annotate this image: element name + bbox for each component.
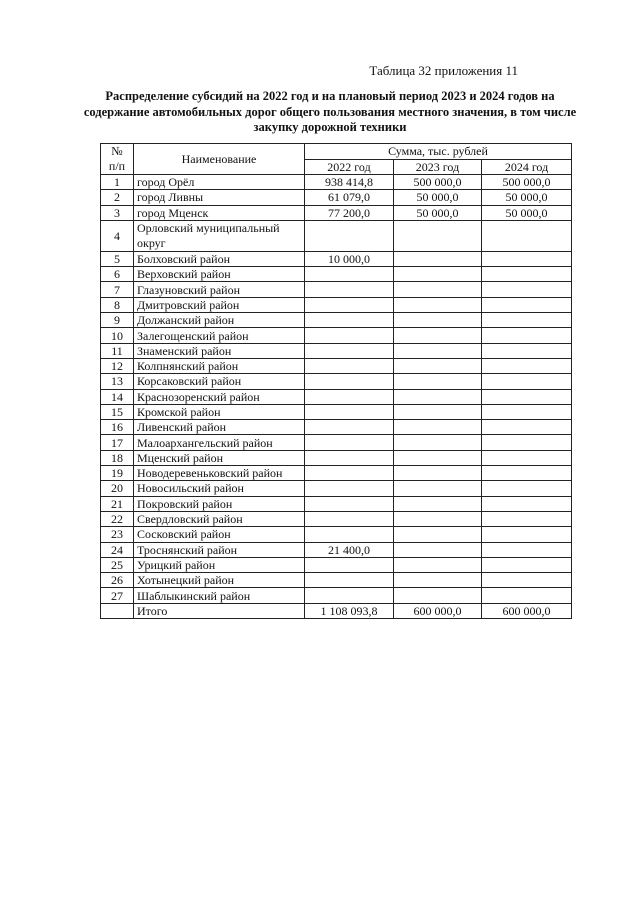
row-value-2022: 938 414,8 (305, 175, 394, 190)
row-name: Орловский муниципальный округ (134, 220, 305, 251)
total-label: Итого (134, 603, 305, 618)
row-value-2023 (394, 328, 482, 343)
row-number: 5 (101, 251, 134, 266)
table-row (101, 481, 572, 496)
table-row (101, 358, 572, 373)
subsidy-table (100, 143, 572, 619)
row-name: Залегощенский район (134, 328, 305, 343)
row-value-2022 (305, 374, 394, 389)
row-number: 19 (101, 466, 134, 481)
row-name: Болховский район (134, 251, 305, 266)
row-name: город Орёл (134, 175, 305, 190)
row-value-2022 (305, 588, 394, 603)
header-number-line2: п/п (108, 159, 126, 173)
row-value-2022: 77 200,0 (305, 205, 394, 220)
row-value-2022 (305, 435, 394, 450)
table-row (101, 389, 572, 404)
table-row (101, 328, 572, 343)
row-number: 16 (101, 420, 134, 435)
row-value-2023 (394, 496, 482, 511)
table-row (101, 420, 572, 435)
document-title: Распределение субсидий на 2022 год и на плановый период 2023 и 2024 годов на содержание автомобильных дорог общего пользования местного значения, в том числе закупку дорожной техники (83, 89, 577, 134)
table-row (101, 297, 572, 312)
row-value-2023 (394, 588, 482, 603)
table-row (101, 205, 572, 220)
row-number: 4 (101, 220, 134, 251)
row-number: 1 (101, 175, 134, 190)
row-value-2024 (482, 358, 572, 373)
row-value-2023 (394, 420, 482, 435)
table-row (101, 450, 572, 465)
row-number: 15 (101, 404, 134, 419)
row-value-2024 (482, 557, 572, 572)
row-value-2024 (482, 573, 572, 588)
table-row (101, 313, 572, 328)
row-number: 6 (101, 267, 134, 282)
row-value-2023 (394, 527, 482, 542)
total-2023: 600 000,0 (394, 603, 482, 618)
row-number: 17 (101, 435, 134, 450)
row-name: город Ливны (134, 190, 305, 205)
row-value-2023: 50 000,0 (394, 190, 482, 205)
row-number: 22 (101, 511, 134, 526)
row-value-2022 (305, 496, 394, 511)
total-row (101, 603, 572, 618)
row-value-2024 (482, 420, 572, 435)
total-2024: 600 000,0 (482, 603, 572, 618)
table-header (101, 144, 572, 175)
header-year-2023: 2023 год (394, 159, 482, 175)
table-row (101, 404, 572, 419)
row-name: Глазуновский район (134, 282, 305, 297)
table-row (101, 511, 572, 526)
table-row (101, 557, 572, 572)
row-number: 13 (101, 374, 134, 389)
row-value-2022 (305, 466, 394, 481)
row-name: Малоархангельский район (134, 435, 305, 450)
row-value-2024 (482, 435, 572, 450)
row-value-2023 (394, 435, 482, 450)
header-year-2024: 2024 год (482, 159, 572, 175)
row-value-2023: 50 000,0 (394, 205, 482, 220)
row-name: Краснозоренский район (134, 389, 305, 404)
table-row (101, 343, 572, 358)
row-number: 27 (101, 588, 134, 603)
row-value-2022: 61 079,0 (305, 190, 394, 205)
row-value-2022 (305, 220, 394, 251)
row-value-2023 (394, 220, 482, 251)
row-number: 20 (101, 481, 134, 496)
row-value-2024 (482, 267, 572, 282)
table-row (101, 542, 572, 557)
header-year-2022: 2022 год (305, 159, 394, 175)
table-body (101, 175, 572, 604)
row-name: Шаблыкинский район (134, 588, 305, 603)
row-number: 25 (101, 557, 134, 572)
table-row (101, 466, 572, 481)
row-value-2024 (482, 343, 572, 358)
row-value-2022 (305, 420, 394, 435)
row-name: Новодеревеньковский район (134, 466, 305, 481)
row-name: Троснянский район (134, 542, 305, 557)
row-value-2023 (394, 557, 482, 572)
row-value-2022 (305, 450, 394, 465)
row-value-2023 (394, 404, 482, 419)
row-value-2023 (394, 343, 482, 358)
row-value-2023 (394, 251, 482, 266)
table-row (101, 267, 572, 282)
row-number: 11 (101, 343, 134, 358)
row-value-2024 (482, 466, 572, 481)
row-value-2022 (305, 404, 394, 419)
row-value-2022: 10 000,0 (305, 251, 394, 266)
table-row (101, 573, 572, 588)
table-row (101, 190, 572, 205)
row-value-2023 (394, 282, 482, 297)
row-value-2024 (482, 481, 572, 496)
row-number: 24 (101, 542, 134, 557)
row-value-2024: 50 000,0 (482, 205, 572, 220)
header-number-line1: № (111, 144, 123, 158)
total-number-cell (101, 603, 134, 618)
row-number: 8 (101, 297, 134, 312)
row-value-2022 (305, 573, 394, 588)
table-row (101, 175, 572, 190)
row-number: 18 (101, 450, 134, 465)
row-value-2024 (482, 496, 572, 511)
row-name: Сосковский район (134, 527, 305, 542)
row-value-2024 (482, 389, 572, 404)
header-number (101, 144, 134, 175)
row-name: Покровский район (134, 496, 305, 511)
row-value-2024 (482, 313, 572, 328)
row-value-2022 (305, 282, 394, 297)
row-name: Колпнянский район (134, 358, 305, 373)
row-number: 21 (101, 496, 134, 511)
row-value-2024 (482, 251, 572, 266)
row-value-2023 (394, 313, 482, 328)
row-number: 2 (101, 190, 134, 205)
row-number: 14 (101, 389, 134, 404)
row-value-2023 (394, 466, 482, 481)
row-value-2024 (482, 282, 572, 297)
row-number: 10 (101, 328, 134, 343)
row-name: Мценский район (134, 450, 305, 465)
row-value-2022: 21 400,0 (305, 542, 394, 557)
row-name: Корсаковский район (134, 374, 305, 389)
table-row (101, 435, 572, 450)
row-value-2024 (482, 374, 572, 389)
row-value-2022 (305, 343, 394, 358)
row-value-2024: 50 000,0 (482, 190, 572, 205)
row-value-2024 (482, 450, 572, 465)
row-value-2023 (394, 481, 482, 496)
row-value-2023 (394, 450, 482, 465)
row-value-2022 (305, 267, 394, 282)
row-value-2022 (305, 511, 394, 526)
row-name: Знаменский район (134, 343, 305, 358)
row-name: Урицкий район (134, 557, 305, 572)
row-value-2024 (482, 527, 572, 542)
row-name: Должанский район (134, 313, 305, 328)
row-value-2022 (305, 389, 394, 404)
row-number: 23 (101, 527, 134, 542)
row-value-2024 (482, 542, 572, 557)
row-value-2022 (305, 313, 394, 328)
table-row (101, 496, 572, 511)
row-value-2024 (482, 511, 572, 526)
row-name: Верховский район (134, 267, 305, 282)
row-value-2022 (305, 481, 394, 496)
row-value-2024 (482, 220, 572, 251)
row-value-2023 (394, 389, 482, 404)
row-number: 26 (101, 573, 134, 588)
row-value-2023 (394, 573, 482, 588)
row-value-2023 (394, 542, 482, 557)
row-name: Кромской район (134, 404, 305, 419)
header-sum: Сумма, тыс. рублей (305, 144, 572, 160)
row-name: Ливенский район (134, 420, 305, 435)
row-value-2023 (394, 297, 482, 312)
table-row (101, 588, 572, 603)
row-name: Новосильский район (134, 481, 305, 496)
row-number: 7 (101, 282, 134, 297)
row-value-2023 (394, 374, 482, 389)
row-name: Свердловский район (134, 511, 305, 526)
row-number: 9 (101, 313, 134, 328)
row-value-2022 (305, 297, 394, 312)
table-row (101, 282, 572, 297)
row-value-2022 (305, 328, 394, 343)
row-value-2022 (305, 358, 394, 373)
row-name: Дмитровский район (134, 297, 305, 312)
table-row (101, 220, 572, 251)
header-name: Наименование (134, 144, 305, 175)
row-value-2024 (482, 297, 572, 312)
row-value-2022 (305, 527, 394, 542)
row-number: 12 (101, 358, 134, 373)
table-row (101, 251, 572, 266)
row-value-2023 (394, 267, 482, 282)
table-row (101, 527, 572, 542)
row-number: 3 (101, 205, 134, 220)
total-2022: 1 108 093,8 (305, 603, 394, 618)
row-value-2023: 500 000,0 (394, 175, 482, 190)
row-name: город Мценск (134, 205, 305, 220)
row-name: Хотынецкий район (134, 573, 305, 588)
row-value-2024 (482, 404, 572, 419)
row-value-2024: 500 000,0 (482, 175, 572, 190)
table-row (101, 374, 572, 389)
table-caption: Таблица 32 приложения 11 (369, 63, 518, 78)
row-value-2023 (394, 358, 482, 373)
row-value-2024 (482, 588, 572, 603)
row-value-2023 (394, 511, 482, 526)
row-value-2024 (482, 328, 572, 343)
row-value-2022 (305, 557, 394, 572)
